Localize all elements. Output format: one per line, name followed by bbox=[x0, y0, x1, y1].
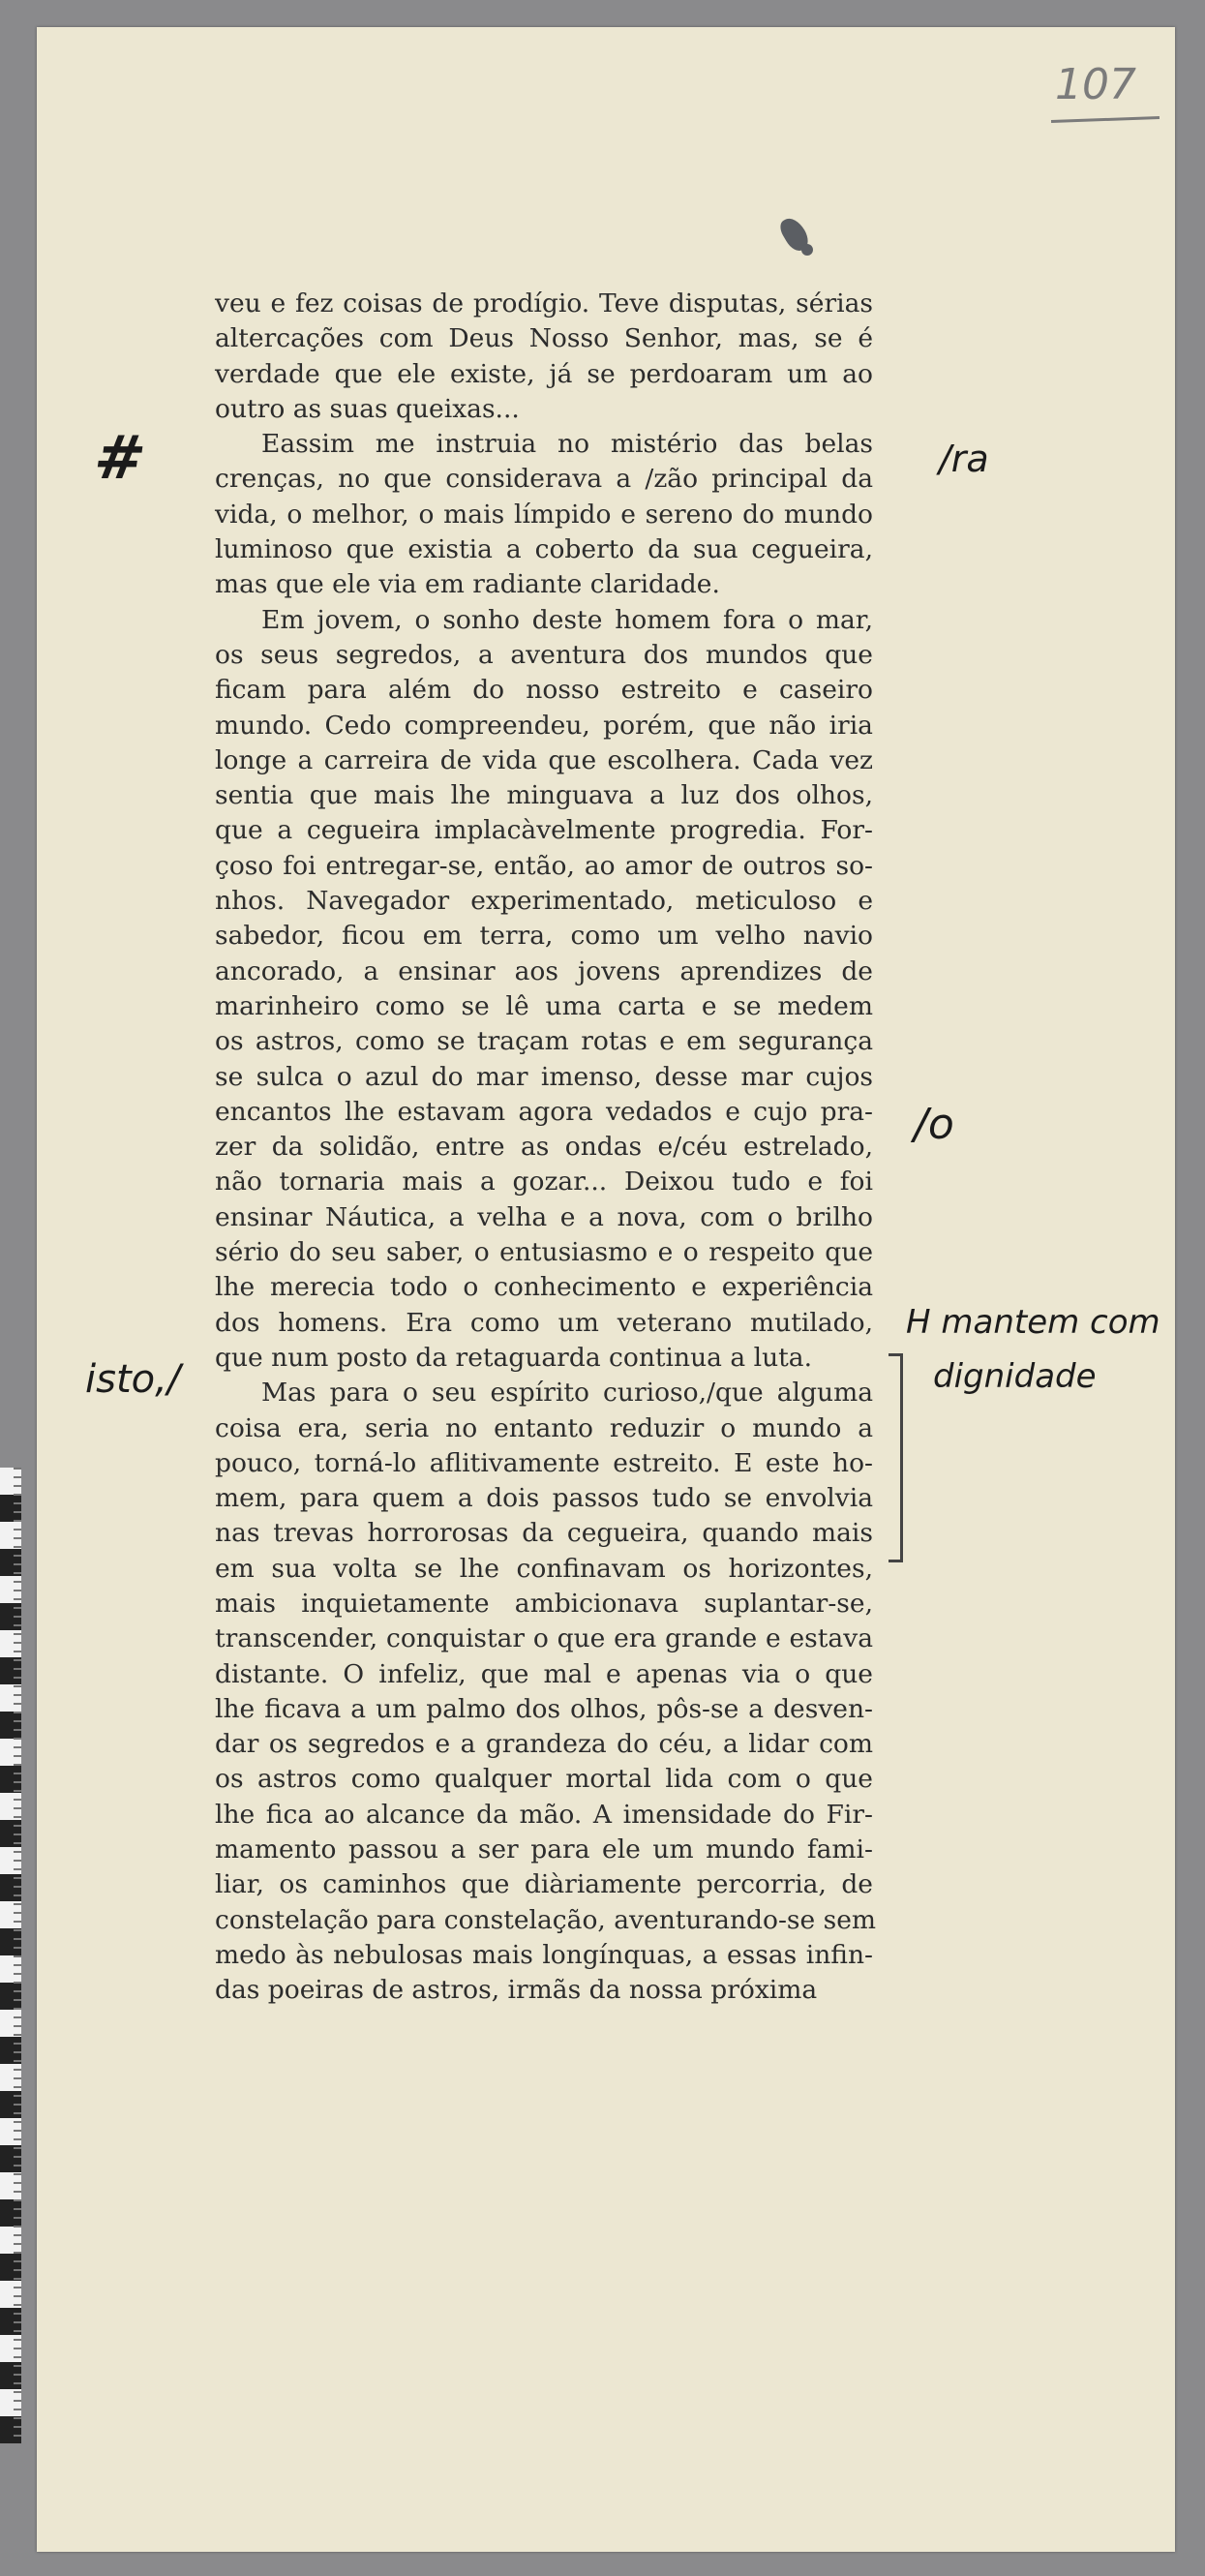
ink-dot bbox=[801, 244, 813, 256]
text-line: altercações com Deus Nosso Senhor, mas, se é bbox=[215, 323, 873, 354]
text-line: luminoso que existia a coberto da sua cegueira, bbox=[215, 534, 873, 565]
text-line: os astros, como se traçam rotas e em segurança bbox=[215, 1026, 873, 1057]
text-line: mas que ele via em radiante claridade. bbox=[215, 569, 720, 600]
text-line: verdade que ele existe, já se perdoaram um ao bbox=[215, 358, 873, 389]
text-line: que num posto da retaguarda continua a luta. bbox=[215, 1342, 813, 1373]
text-line: veu e fez coisas de prodígio. Teve disputas, sérias bbox=[215, 288, 873, 318]
text-line: transcender, conquistar o que era grande e estava bbox=[215, 1623, 873, 1654]
margin-note-ra: /ra bbox=[939, 438, 989, 480]
text-line: sentia que mais lhe minguava a luz dos olhos, bbox=[215, 780, 873, 811]
text-line: pouco, torná-lo aflitivamente estreito. E este ho- bbox=[215, 1447, 873, 1478]
text-line: zer da solidão, entre as ondas e/céu estrelado, bbox=[215, 1132, 873, 1163]
margin-note-hash: # bbox=[89, 422, 151, 493]
text-line: mamento passou a ser para ele um mundo fami- bbox=[215, 1834, 873, 1865]
text-line: Eassim me instruia no mistério das belas bbox=[261, 429, 873, 460]
text-line: vida, o melhor, o mais límpido e sereno do mundo bbox=[215, 499, 873, 530]
text-line: çoso foi entregar-se, então, ao amor de outros so- bbox=[215, 850, 873, 881]
margin-note-isto: isto,/ bbox=[85, 1357, 181, 1402]
text-line: liar, os caminhos que diàriamente percorria, de bbox=[215, 1869, 873, 1900]
text-line: os seus segredos, a aventura dos mundos que bbox=[215, 639, 873, 670]
text-line: distante. O infeliz, que mal e apenas via o que bbox=[215, 1658, 873, 1689]
text-line: dos homens. Era como um veterano mutilado, bbox=[215, 1307, 873, 1338]
text-line: nas trevas horrorosas da cegueira, quando mais bbox=[215, 1518, 873, 1549]
text-line: ficam para além do nosso estreito e caseiro bbox=[215, 675, 873, 706]
text-line: marinheiro como se lê uma carta e se medem bbox=[215, 990, 873, 1021]
text-line: ancorado, a ensinar aos jovens aprendizes de bbox=[215, 955, 873, 986]
text-line: dar os segredos e a grandeza do céu, a lidar com bbox=[215, 1729, 873, 1760]
text-line: mem, para quem a dois passos tudo se envolvia bbox=[215, 1483, 873, 1514]
text-line: mais inquietamente ambicionava suplantar-se, bbox=[215, 1588, 873, 1619]
margin-bracket bbox=[889, 1353, 903, 1562]
text-line: ensinar Náutica, a velha e a nova, com o brilho bbox=[215, 1201, 873, 1232]
body-text bbox=[215, 287, 877, 2009]
text-line: não tornaria mais a gozar... Deixou tudo e foi bbox=[215, 1167, 873, 1197]
text-line: mundo. Cedo compreendeu, porém, que não iria bbox=[215, 710, 873, 741]
text-line: coisa era, seria no entanto reduzir o mundo a bbox=[215, 1412, 873, 1443]
text-line: lhe fica ao alcance da mão. A imensidade do Fir- bbox=[215, 1799, 873, 1830]
measurement-scale-ticks bbox=[14, 1468, 21, 2443]
text-line: lhe merecia todo o conhecimento e experiência bbox=[215, 1272, 873, 1303]
text-line: constelação para constelação, aventurando-se sem bbox=[215, 1904, 877, 1935]
text-line: sério do seu saber, o entusiasmo e o respeito que bbox=[215, 1237, 873, 1268]
text-line: que a cegueira implacàvelmente progredia. For- bbox=[215, 815, 873, 846]
text-line: crenças, no que considerava a /zão principal da bbox=[215, 464, 873, 495]
text-line: nhos. Navegador experimentado, meticuloso e bbox=[215, 886, 873, 917]
margin-note-lo: /o bbox=[914, 1100, 954, 1149]
text-line: os astros como qualquer mortal lida com o que bbox=[215, 1764, 873, 1795]
text-line: outro as suas queixas... bbox=[215, 393, 520, 424]
text-line: encantos lhe estavam agora vedados e cujo pra- bbox=[215, 1096, 873, 1127]
text-line: Em jovem, o sonho deste homem fora o mar, bbox=[261, 604, 873, 635]
text-line: sabedor, ficou em terra, como um velho navio bbox=[215, 921, 873, 952]
page-number: 107 bbox=[1055, 60, 1136, 109]
text-line: lhe ficava a um palmo dos olhos, pôs-se a desven- bbox=[215, 1693, 873, 1724]
margin-note-dignidade: dignidade bbox=[933, 1357, 1097, 1396]
text-line: longe a carreira de vida que escolhera. Cada vez bbox=[215, 744, 873, 775]
text-line: Mas para o seu espírito curioso,/que alguma bbox=[261, 1378, 873, 1409]
text-line: se sulca o azul do mar imenso, desse mar cujos bbox=[215, 1061, 873, 1092]
text-line: medo às nebulosas mais longínquas, a essas infin- bbox=[215, 1939, 873, 1970]
text-line: das poeiras de astros, irmãs da nossa próxima bbox=[215, 1975, 818, 2006]
margin-note-mantem: H mantem com bbox=[906, 1303, 1160, 1342]
text-line: em sua volta se lhe confinavam os horizontes, bbox=[215, 1553, 873, 1584]
